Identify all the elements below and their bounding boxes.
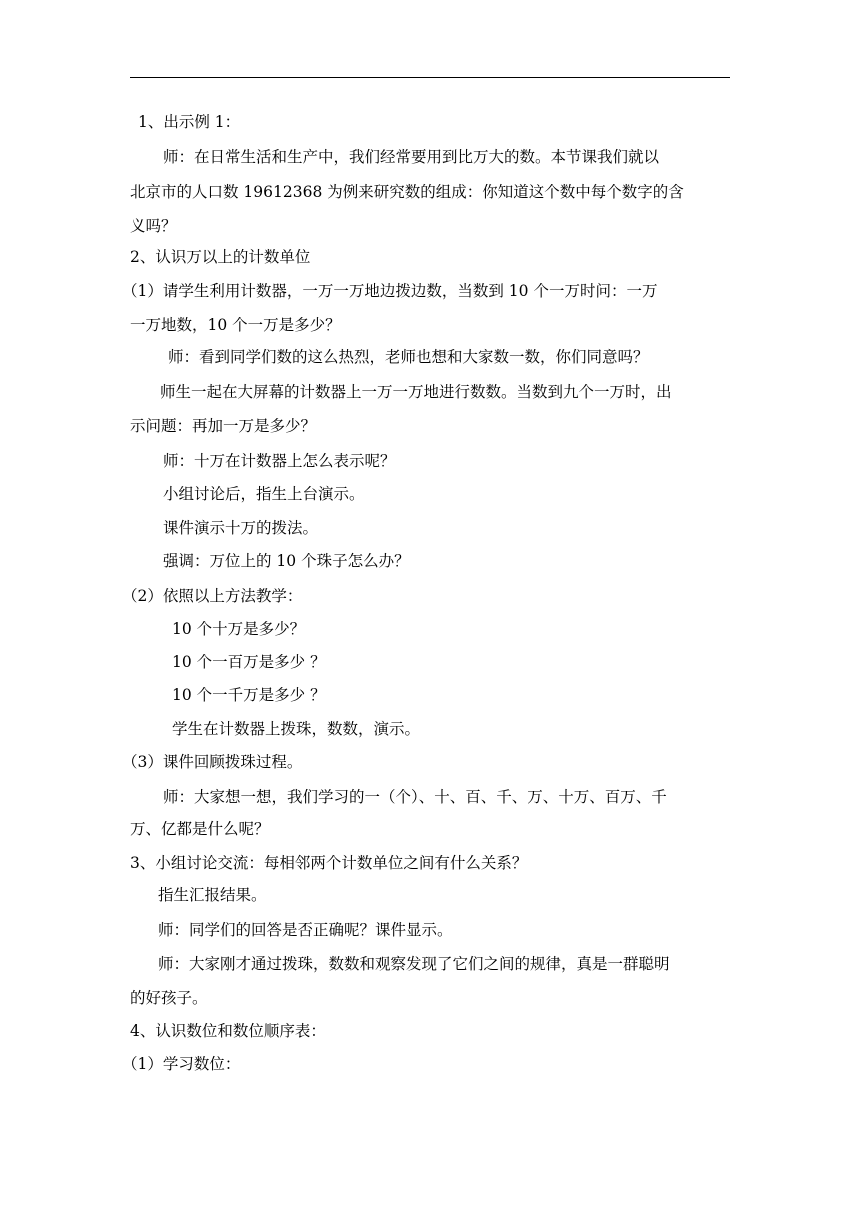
header-rule xyxy=(130,77,730,78)
paragraph: 北京市的人口数 19612368 为例来研究数的组成：你知道这个数中每个数字的含 xyxy=(130,183,684,201)
paragraph: 师：大家想一想，我们学习的一（个）、十、百、千、万、十万、百万、千 xyxy=(163,788,667,806)
paragraph: （3）课件回顾拨珠过程。 xyxy=(122,753,303,771)
paragraph: 强调：万位上的 10 个珠子怎么办？ xyxy=(163,552,410,570)
section-heading: 3、小组讨论交流：每相邻两个计数单位之间有什么关系？ xyxy=(130,854,528,872)
paragraph: 10 个一千万是多少 ？ xyxy=(172,686,326,704)
paragraph: 1、出示例 1： xyxy=(138,113,241,131)
paragraph: 一万地数，10 个一万是多少？ xyxy=(130,316,341,334)
paragraph: 师生一起在大屏幕的计数器上一万一万地进行数数。当数到九个一万时，出 xyxy=(160,383,672,401)
paragraph: 学生在计数器上拨珠，数数，演示。 xyxy=(172,720,421,738)
paragraph: 师：在日常生活和生产中，我们经常要用到比万大的数。本节课我们就以 xyxy=(163,148,660,166)
paragraph: 师：十万在计数器上怎么表示呢？ xyxy=(163,452,396,470)
paragraph: 10 个十万是多少？ xyxy=(172,620,306,638)
paragraph: 师：大家刚才通过拨珠，数数和观察发现了它们之间的规律，真是一群聪明 xyxy=(158,955,670,973)
paragraph: 师：同学们的回答是否正确呢？课件显示。 xyxy=(158,921,453,939)
paragraph: 的好孩子。 xyxy=(130,989,208,1007)
section-heading: 2、认识万以上的计数单位 xyxy=(130,248,311,266)
paragraph: （2）依照以上方法教学： xyxy=(122,587,303,605)
paragraph: 指生汇报结果。 xyxy=(158,886,267,904)
paragraph: 10 个一百万是多少 ？ xyxy=(172,653,326,671)
paragraph: 义吗？ xyxy=(130,217,177,235)
paragraph: （1）学习数位： xyxy=(122,1055,241,1073)
paragraph: （1）请学生利用计数器，一万一万地边拨边数，当数到 10 个一万时问：一万 xyxy=(122,282,658,300)
paragraph: 示问题：再加一万是多少？ xyxy=(130,417,317,435)
section-heading: 4、认识数位和数位顺序表： xyxy=(130,1022,326,1040)
paragraph: 小组讨论后，指生上台演示。 xyxy=(163,485,365,503)
paragraph: 师：看到同学们数的这么热烈，老师也想和大家数一数，你们同意吗？ xyxy=(168,348,649,366)
paragraph: 万、亿都是什么呢？ xyxy=(130,820,270,838)
paragraph: 课件演示十万的拨法。 xyxy=(163,519,319,537)
